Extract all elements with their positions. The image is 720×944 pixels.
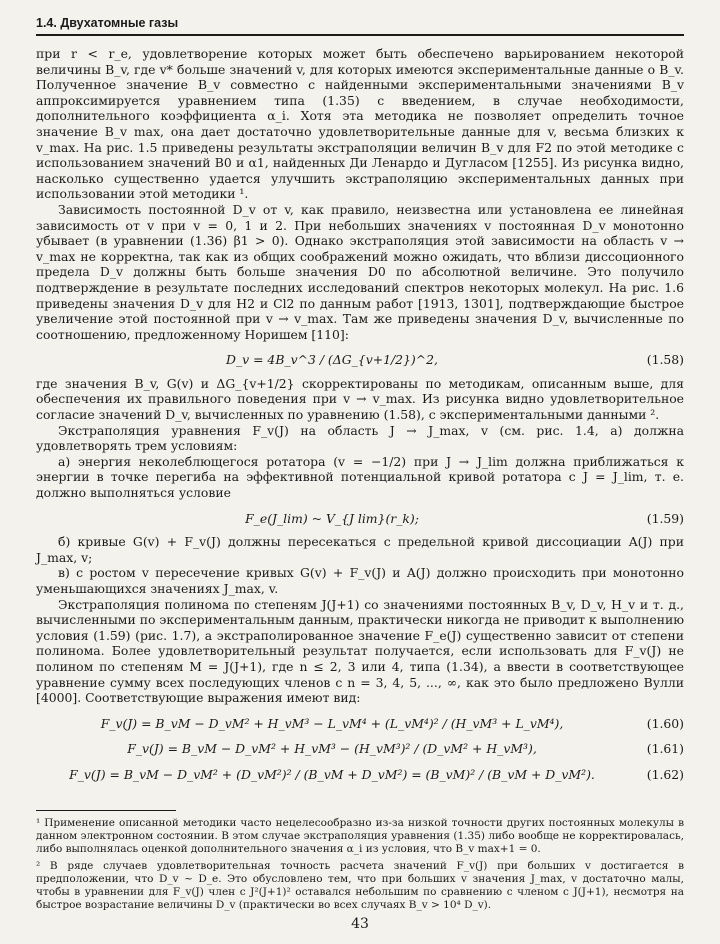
equation-1-60 [36, 716, 684, 732]
equation-expression: F_v(J) = B_vM − D_vM² + H_vM³ − (H_vM³)² / (D_vM² + H_vM³), [127, 741, 537, 757]
equation-number: (1.59) [646, 510, 684, 526]
equation-number: (1.60) [646, 715, 684, 731]
equation-expression: F_v(J) = B_vM − D_vM² + (D_vM²)² / (B_vM + D_vM²) = (B_vM)² / (B_vM + D_vM²). [69, 766, 595, 782]
footnotes [36, 810, 684, 916]
equation-number: (1.62) [646, 766, 684, 782]
equation-1-62 [36, 767, 684, 783]
paragraph-5b: б) кривые G(v) + F_v(J) должны пересекаться с предельной кривой диссоциации A(J) при J_max, v; [36, 534, 684, 565]
equation-1-59 [36, 511, 684, 527]
footnote-2: ² В ряде случаев удовлетворительная точность расчета значений F_v(J) при больших v достигается в предположении, что D_v ~ D_e. Это обусловлено тем, что при больших v значения J_max, v достаточно малы, чтобы в уравнении для F_v(J) член с J²(J+1)² оставался небольшим по сравнению с членом с J(J+1), несмотря на быстрое возрастание величины D_v (практически во всех случаях B_v > 10⁴ D_v). [36, 860, 684, 911]
paragraph-1: при r < r_e, удовлетворение которых может быть обеспечено варьированием некоторой величины B_v, где v* больше значений v, для которых имеются экспериментальные данные о B_v. Полученное значение B_v совместно с найденными экспериментальными значениями B_v аппроксимируется уравнением типа (1.35) с введением, в случае необходимости, дополнительного коэффициента α_i. Хотя эта методика не позволяет определить точное значение B_v max, она дает достаточно удовлетворительные данные для v, весьма близких к v_max. На рис. 1.5 приведены результаты экстраполяции величин B_v для F2 по этой методике с использованием значений B0 и α1, найденных Ди Ленардо и Дугласом [1255]. Из рисунка видно, насколько существенно удается улучшить экстраполяцию экспериментальных данных при использовании этой методики ¹. [36, 46, 684, 202]
main-text [36, 46, 684, 783]
footnote-rule [36, 810, 176, 811]
page-number: 43 [351, 916, 369, 932]
equation-expression: F_e(J_lim) ~ V_{J lim}(r_k); [245, 510, 419, 526]
paragraph-4: Экстраполяция уравнения F_v(J) на область J → J_max, v (см. рис. 1.4, а) должна удовлетворять трем условиям: [36, 422, 684, 454]
equation-number: (1.61) [646, 741, 684, 757]
section-title: 1.4. Двухатомные газы [36, 16, 179, 30]
equation-1-61 [36, 741, 684, 757]
paragraph-3: где значения B_v, G(v) и ΔG_{v+1/2} скорректированы по методикам, описанным выше, для обеспечения их правильного поведения при v → v_max. Из рисунка видно удовлетворительное согласие значений D_v, вычисленных по уравнению (1.58), с экспериментальными данными ². [36, 375, 684, 423]
paragraph-5c: в) с ростом v пересечение кривых G(v) + F_v(J) и A(J) должно происходить при монотонно уменьшающихся значениях J_max, v. [36, 565, 684, 596]
equation-expression: F_v(J) = B_vM − D_vM² + H_vM³ − L_vM⁴ + (L_vM⁴)² / (H_vM³ + L_vM⁴), [100, 715, 564, 731]
paragraph-2: Зависимость постоянной D_v от v, как правило, неизвестна или установлена ее линейная зависимость от v при v = 0, 1 и 2. При небольших значениях v постоянная D_v монотонно убывает (в уравнении (1.36) β1 > 0). Однако экстраполяция этой зависимости на область v → v_max не корректна, так как из общих соображений можно ожидать, что вблизи диссоционного предела D_v должны быть больше значения D0 по абсолютной величине. Это получило подтверждение в результате последних исследований спектров некоторых молекул. На рис. 1.6 приведены значения D_v для H2 и Cl2 по данным работ [1913, 1301], подтверждающие быстрое увеличение этой постоянной при v → v_max. Там же приведены значения D_v, вычисленные по соотношению, предложенному Норишем [110]: [36, 201, 684, 342]
equation-expression: D_v = 4B_v^3 / (ΔG_{v+1/2})^2, [226, 352, 438, 368]
running-header [36, 16, 684, 36]
equation-number: (1.58) [646, 352, 684, 368]
equation-1-58 [36, 352, 684, 368]
footnote-1: ¹ Применение описанной методики часто нецелесообразно из-за низкой точности других постоянных молекулы в данном электронном состоянии. В этом случае экстраполяция уравнения (1.35) либо вообще не корректировалась, либо выполнялась оценкой дополнительного значения α_i из условия, что B_v max+1 = 0. [36, 817, 684, 855]
paragraph-5a: а) энергия неколеблющегося ротатора (v = −1/2) при J → J_lim должна приближаться к энергии в точке перегиба на эффективной потенциальной кривой ротатора с J = J_lim, т. е. должно выполняться условие [36, 453, 684, 501]
paragraph-6: Экстраполяция полинома по степеням J(J+1) со значениями постоянных B_v, D_v, H_v и т. д., вычисленными по экспериментальным данным, практически никогда не приводит к выполнению условия (1.59) (рис. 1.7), а экстраполированное значение F_e(J) существенно зависит от степени полинома. Более удовлетворительный результат получается, если использовать для F_v(J) не полином по степеням M = J(J+1), где n ≤ 2, 3 или 4, типа (1.34), а ввести в соответствующее уравнение сумму всех последующих членов с n = 3, 4, 5, ..., ∞, как это было предложено Вулли [4000]. Соответствующие выражения имеют вид: [36, 596, 684, 706]
